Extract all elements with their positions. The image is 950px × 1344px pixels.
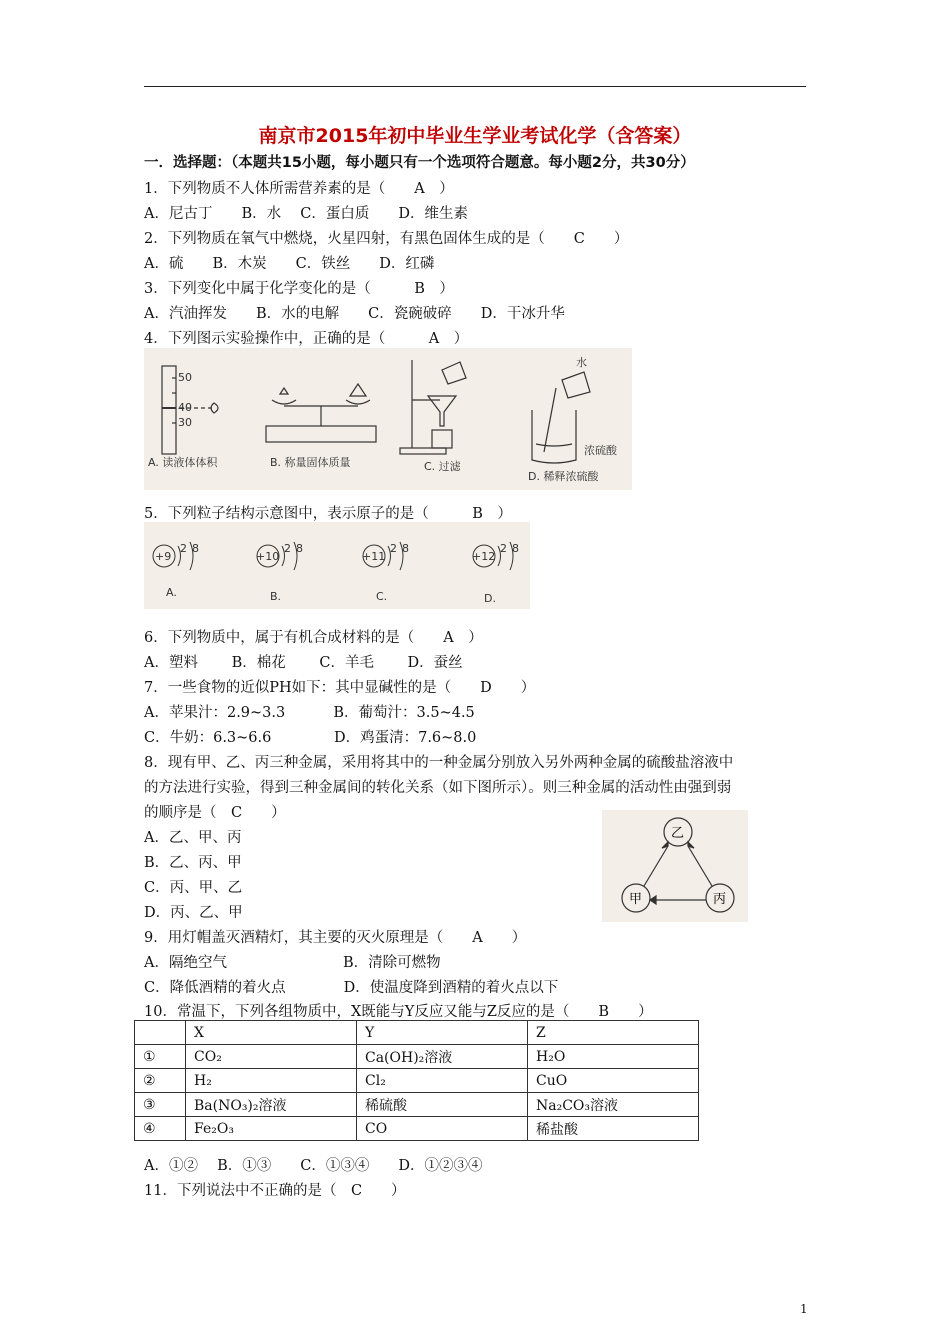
question-3-options: A．汽油挥发 B．水的电解 C．瓷碗破碎 D．干冰升华 [144,306,565,322]
shell-count: 8 [402,542,409,555]
page-number: 1 [800,1302,808,1316]
tick-label: 50 [178,371,192,384]
nucleus-charge: +10 [256,550,280,563]
fig4-label-c: C. 过滤 [424,460,461,473]
shell-count: 2 [500,542,507,555]
option-label: D. [484,592,496,605]
node-label: 乙 [671,826,685,841]
question-8-option-d: D．丙、乙、甲 [144,905,243,921]
question-7: 7．一些食物的近似PH如下：其中显碱性的是（ D ） [144,680,536,696]
question-2-options: A．硫 B．木炭 C．铁丝 D．红磷 [144,256,435,272]
node-label: 甲 [629,892,643,907]
question-1: 1．下列物质不人体所需营养素的是（ A ） [144,181,454,197]
table-cell: CO [357,1117,528,1141]
table-cell: Ba(NO₃)₂溶液 [186,1093,357,1117]
water-label: 水 [576,356,587,369]
fig4-label-a: A. 读液体体积 [148,456,218,469]
table-cell: 稀硫酸 [357,1093,528,1117]
question-7-options-cd: C．牛奶：6.3~6.6 D．鸡蛋清：7.6~8.0 [144,730,477,746]
table-cell: ① [135,1045,186,1069]
table-row [135,1045,699,1069]
table-cell: Ca(OH)₂溶液 [357,1045,528,1069]
table-cell: CuO [528,1069,699,1093]
shell-count: 2 [284,542,291,555]
balance-icon [266,384,376,442]
node-label: 丙 [713,892,727,907]
dilution-icon [532,372,590,463]
question-9: 9．用灯帽盖灭酒精灯，其主要的灭火原理是（ A ） [144,930,527,946]
figure-metal-conversion [602,810,748,922]
table-header [135,1021,699,1045]
question-4: 4．下列图示实验操作中，正确的是（ A ） [144,331,469,347]
question-7-options-ab: A．苹果汁：2.9~3.3 B．葡萄汁：3.5~4.5 [144,705,475,721]
table-cell: CO₂ [186,1045,357,1069]
table-cell: Z [528,1021,699,1045]
question-9-options-cd: C．降低酒精的着火点 D．使温度降到酒精的着火点以下 [144,980,559,996]
table-cell: Na₂CO₃溶液 [528,1093,699,1117]
table-row [135,1093,699,1117]
table-cell [135,1021,186,1045]
table-cell: ③ [135,1093,186,1117]
top-rule [144,86,806,87]
table-cell: Fe₂O₃ [186,1117,357,1141]
nucleus-charge: +9 [155,550,172,563]
reaction-table [134,1020,699,1141]
question-8-option-b: B．乙、丙、甲 [144,855,242,871]
question-8-option-a: A．乙、甲、丙 [144,830,242,846]
question-2: 2．下列物质在氧气中燃烧，火星四射，有黑色固体生成的是（ C ） [144,231,629,247]
shell-count: 2 [390,542,397,555]
question-9-options-ab: A．隔绝空气 B．清除可燃物 [144,955,441,971]
table-cell: Y [357,1021,528,1045]
fig4-label-d: D. 稀释浓硫酸 [528,470,599,483]
table-cell: ④ [135,1117,186,1141]
table-cell: H₂O [528,1045,699,1069]
question-5: 5．下列粒子结构示意图中，表示原子的是（ B ） [144,506,512,522]
question-6: 6．下列物质中，属于有机合成材料的是（ A ） [144,630,483,646]
question-8-line-3: 的顺序是（ C ） [144,805,286,821]
question-8-line-2: 的方法进行实验，得到三种金属间的转化关系（如下图所示）。则三种金属的活动性由强到弱 [144,780,732,796]
question-8-option-c: C．丙、甲、乙 [144,880,243,896]
table-row [135,1069,699,1093]
question-8-line-1: 8．现有甲、乙、丙三种金属，采用将其中的一种金属分别放入另外两种金属的硫酸盐溶液中 [144,755,734,771]
tick-label: 40 [178,401,192,414]
question-3: 3．下列变化中属于化学变化的是（ B ） [144,281,454,297]
table-cell: X [186,1021,357,1045]
table-cell: Cl₂ [357,1069,528,1093]
fig4-label-b: B. 称量固体质量 [270,456,351,469]
table-cell: H₂ [186,1069,357,1093]
shell-count: 8 [512,542,519,555]
shell-count: 8 [296,542,303,555]
question-10: 10．常温下，下列各组物质中，X既能与Y反应又能与Z反应的是（ B ） [144,1004,653,1020]
question-10-options: A．①② B．①③ C．①③④ D．①②③④ [144,1158,483,1174]
question-6-options: A．塑料 B．棉花 C．羊毛 D．蚕丝 [144,655,463,671]
table-row [135,1117,699,1141]
shell-count: 8 [192,542,199,555]
option-label: B. [270,590,282,603]
table-cell: 稀盐酸 [528,1117,699,1141]
page-title: 南京市2015年初中毕业生学业考试化学（含答案） [258,125,692,147]
filtration-icon [400,360,466,454]
tick-label: 30 [178,416,192,429]
section-heading: 一．选择题：（本题共15小题，每小题只有一个选项符合题意。每小题2分，共30分） [144,155,695,171]
acid-label: 浓硫酸 [584,444,617,457]
shell-count: 2 [180,542,187,555]
question-1-options: A．尼古丁 B．水 C．蛋白质 D．维生素 [144,206,468,222]
option-label: C. [376,590,388,603]
nucleus-charge: +11 [362,550,386,563]
table-cell: ② [135,1069,186,1093]
nucleus-charge: +12 [472,550,496,563]
option-label: A. [166,586,177,599]
figure-lab-operations [144,348,632,490]
figure-particle-structures [144,522,530,609]
question-11: 11．下列说法中不正确的是（ C ） [144,1183,406,1199]
